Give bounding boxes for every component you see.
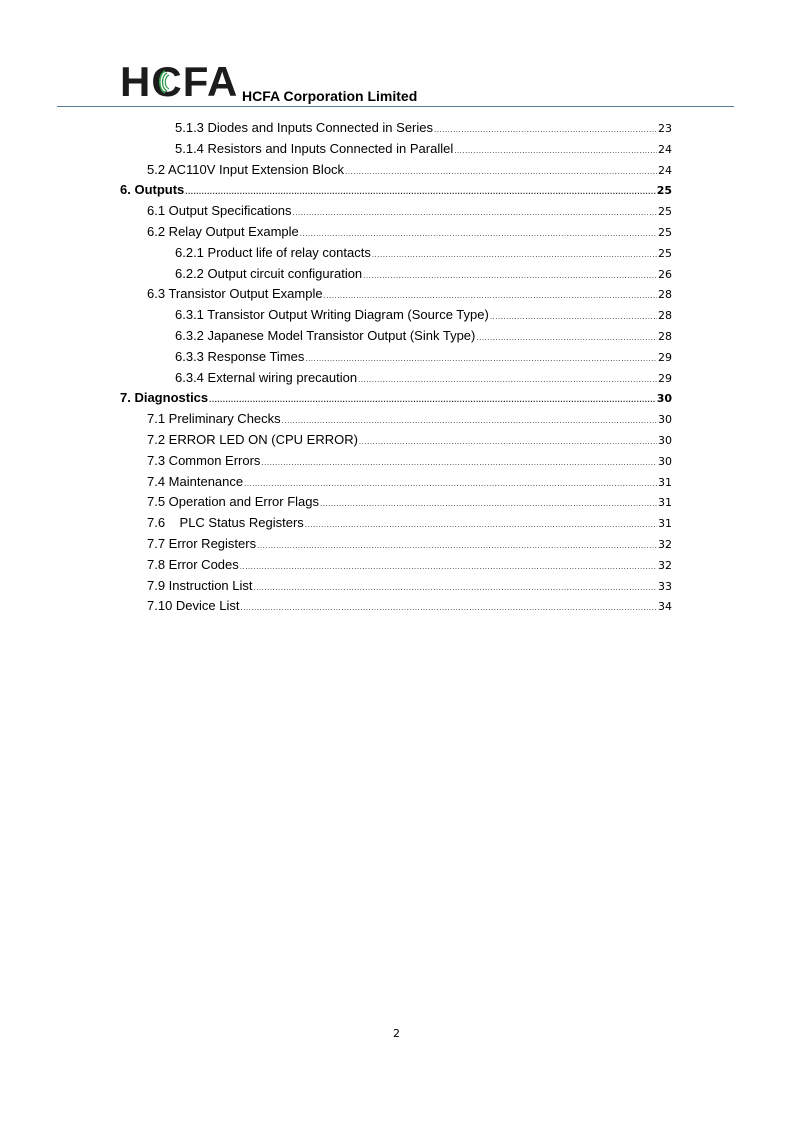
toc-entry-title: 6.2.2 Output circuit configuration <box>175 265 363 281</box>
toc-entry-page: 25 <box>658 205 672 219</box>
page-number: 2 <box>393 1027 400 1040</box>
toc-dot-leader <box>476 333 657 342</box>
toc-entry-page: 31 <box>658 496 672 510</box>
toc-entry[interactable] <box>147 224 672 244</box>
toc-dot-leader <box>324 291 657 300</box>
toc-entry[interactable] <box>147 453 672 473</box>
toc-dot-leader <box>257 541 657 550</box>
toc-entry-page: 24 <box>658 142 672 156</box>
toc-entry-title: 6.3.1 Transistor Output Writing Diagram (Source Type) <box>175 307 489 323</box>
toc-entry[interactable] <box>147 432 672 452</box>
toc-entry-page: 26 <box>658 267 672 281</box>
toc-entry-title: 6.3 Transistor Output Example <box>147 286 323 302</box>
header-rule <box>57 106 734 107</box>
toc-entry[interactable] <box>175 349 672 369</box>
toc-entry[interactable] <box>147 162 672 182</box>
hcfa-logo <box>120 58 239 105</box>
toc-entry-title: 6. Outputs <box>120 182 185 198</box>
toc-entry-title: 6.3.3 Response Times <box>175 348 305 364</box>
toc-entry[interactable] <box>147 515 672 535</box>
toc-entry-title: 7.4 Maintenance <box>147 473 244 489</box>
toc-entry-title: 6.2 Relay Output Example <box>147 224 299 239</box>
toc-dot-leader <box>241 603 658 612</box>
toc-entry-title: 6.1 Output Specifications <box>147 203 292 219</box>
toc-entry[interactable] <box>175 307 672 327</box>
toc-entry-page: 31 <box>658 475 672 489</box>
toc-dot-leader <box>345 167 657 176</box>
toc-entry[interactable] <box>147 474 672 494</box>
toc-entry-title: 6.2.1 Product life of relay contacts <box>175 244 371 260</box>
toc-entry-page: 28 <box>658 309 672 323</box>
toc-entry[interactable] <box>175 328 672 348</box>
toc-entry-page: 30 <box>658 413 672 427</box>
toc-entry-page: 30 <box>658 434 672 447</box>
toc-dot-leader <box>261 458 657 467</box>
toc-dot-leader <box>293 208 657 217</box>
toc-entry-page: 25 <box>656 184 672 198</box>
toc-entry[interactable] <box>147 411 672 431</box>
toc-dot-leader <box>209 395 656 404</box>
logo-letters: HC FA <box>120 58 239 105</box>
toc-dot-leader <box>282 416 657 425</box>
toc-entry-page: 30 <box>658 454 672 468</box>
toc-entry[interactable] <box>175 120 672 140</box>
toc-dot-leader <box>434 125 657 134</box>
toc-entry-title: 7.9 Instruction List <box>147 577 253 593</box>
company-name: HCFA Corporation Limited <box>242 88 418 104</box>
toc-entry-title: 7.3 Common Errors <box>147 452 261 468</box>
toc-dot-leader <box>305 354 657 363</box>
toc-entry[interactable] <box>147 536 672 556</box>
toc-entry-title: 6.3.2 Japanese Model Transistor Output (Sink Type) <box>175 328 476 343</box>
toc-entry-title: 7.2 ERROR LED ON (CPU ERROR) <box>147 432 358 447</box>
toc-entry-title: 7.6 PLC Status Registers <box>147 515 304 531</box>
toc-dot-leader <box>320 499 657 508</box>
toc-entry[interactable] <box>147 203 672 223</box>
toc-entry-page: 25 <box>658 246 672 260</box>
toc-dot-leader <box>244 479 657 488</box>
toc-entry-title: 7. Diagnostics <box>120 390 209 406</box>
toc-entry-page: 29 <box>658 371 672 385</box>
logo-swirl-icon: C <box>151 58 183 105</box>
toc-dot-leader <box>305 520 657 529</box>
toc-dot-leader <box>300 229 657 238</box>
toc-entry[interactable] <box>175 141 672 161</box>
toc-entry-page: 32 <box>658 558 672 572</box>
toc-entry-page: 25 <box>658 226 672 239</box>
toc-entry-title: 5.1.4 Resistors and Inputs Connected in Parallel <box>175 140 454 156</box>
toc-entry[interactable] <box>120 182 672 202</box>
toc-entry-page: 24 <box>658 163 672 177</box>
toc-entry-title: 5.2 AC110V Input Extension Block <box>147 161 345 177</box>
toc-dot-leader <box>363 271 657 280</box>
toc-entry-page: 34 <box>658 600 672 614</box>
toc-entry-page: 33 <box>658 579 672 593</box>
toc-entry[interactable] <box>147 286 672 306</box>
toc-dot-leader <box>358 375 657 384</box>
toc-entry[interactable] <box>175 266 672 286</box>
toc-entry-page: 29 <box>658 350 672 364</box>
toc-entry-title: 7.5 Operation and Error Flags <box>147 494 319 510</box>
toc-dot-leader <box>185 187 655 196</box>
toc-entry-title: 7.1 Preliminary Checks <box>147 411 281 427</box>
toc-entry-title: 6.3.4 External wiring precaution <box>175 369 358 385</box>
toc-entry-page: 28 <box>658 288 672 302</box>
toc-dot-leader <box>490 312 657 321</box>
toc-dot-leader <box>254 583 658 592</box>
toc-dot-leader <box>454 146 657 155</box>
toc-dot-leader <box>372 250 657 259</box>
toc-entry[interactable] <box>147 578 672 598</box>
toc-entry-page: 31 <box>658 517 672 531</box>
toc-entry[interactable] <box>120 390 672 410</box>
toc-entry[interactable] <box>175 245 672 265</box>
toc-dot-leader <box>240 562 657 571</box>
toc-entry-page: 23 <box>658 122 672 135</box>
toc-entry-page: 28 <box>658 330 672 343</box>
toc-entry[interactable] <box>147 557 672 577</box>
toc-entry[interactable] <box>175 370 672 390</box>
toc-entry-page: 32 <box>658 538 672 551</box>
toc-entry-title: 7.10 Device List <box>147 598 240 614</box>
page-header <box>120 58 740 105</box>
toc-entry[interactable] <box>147 494 672 514</box>
toc-dot-leader <box>359 437 657 446</box>
toc-entry-title: 7.7 Error Registers <box>147 536 257 551</box>
toc-entry-title: 7.8 Error Codes <box>147 556 239 572</box>
toc-entry-page: 30 <box>656 392 672 406</box>
toc-entry[interactable] <box>147 598 672 618</box>
toc-entry-title: 5.1.3 Diodes and Inputs Connected in Series <box>175 120 434 135</box>
